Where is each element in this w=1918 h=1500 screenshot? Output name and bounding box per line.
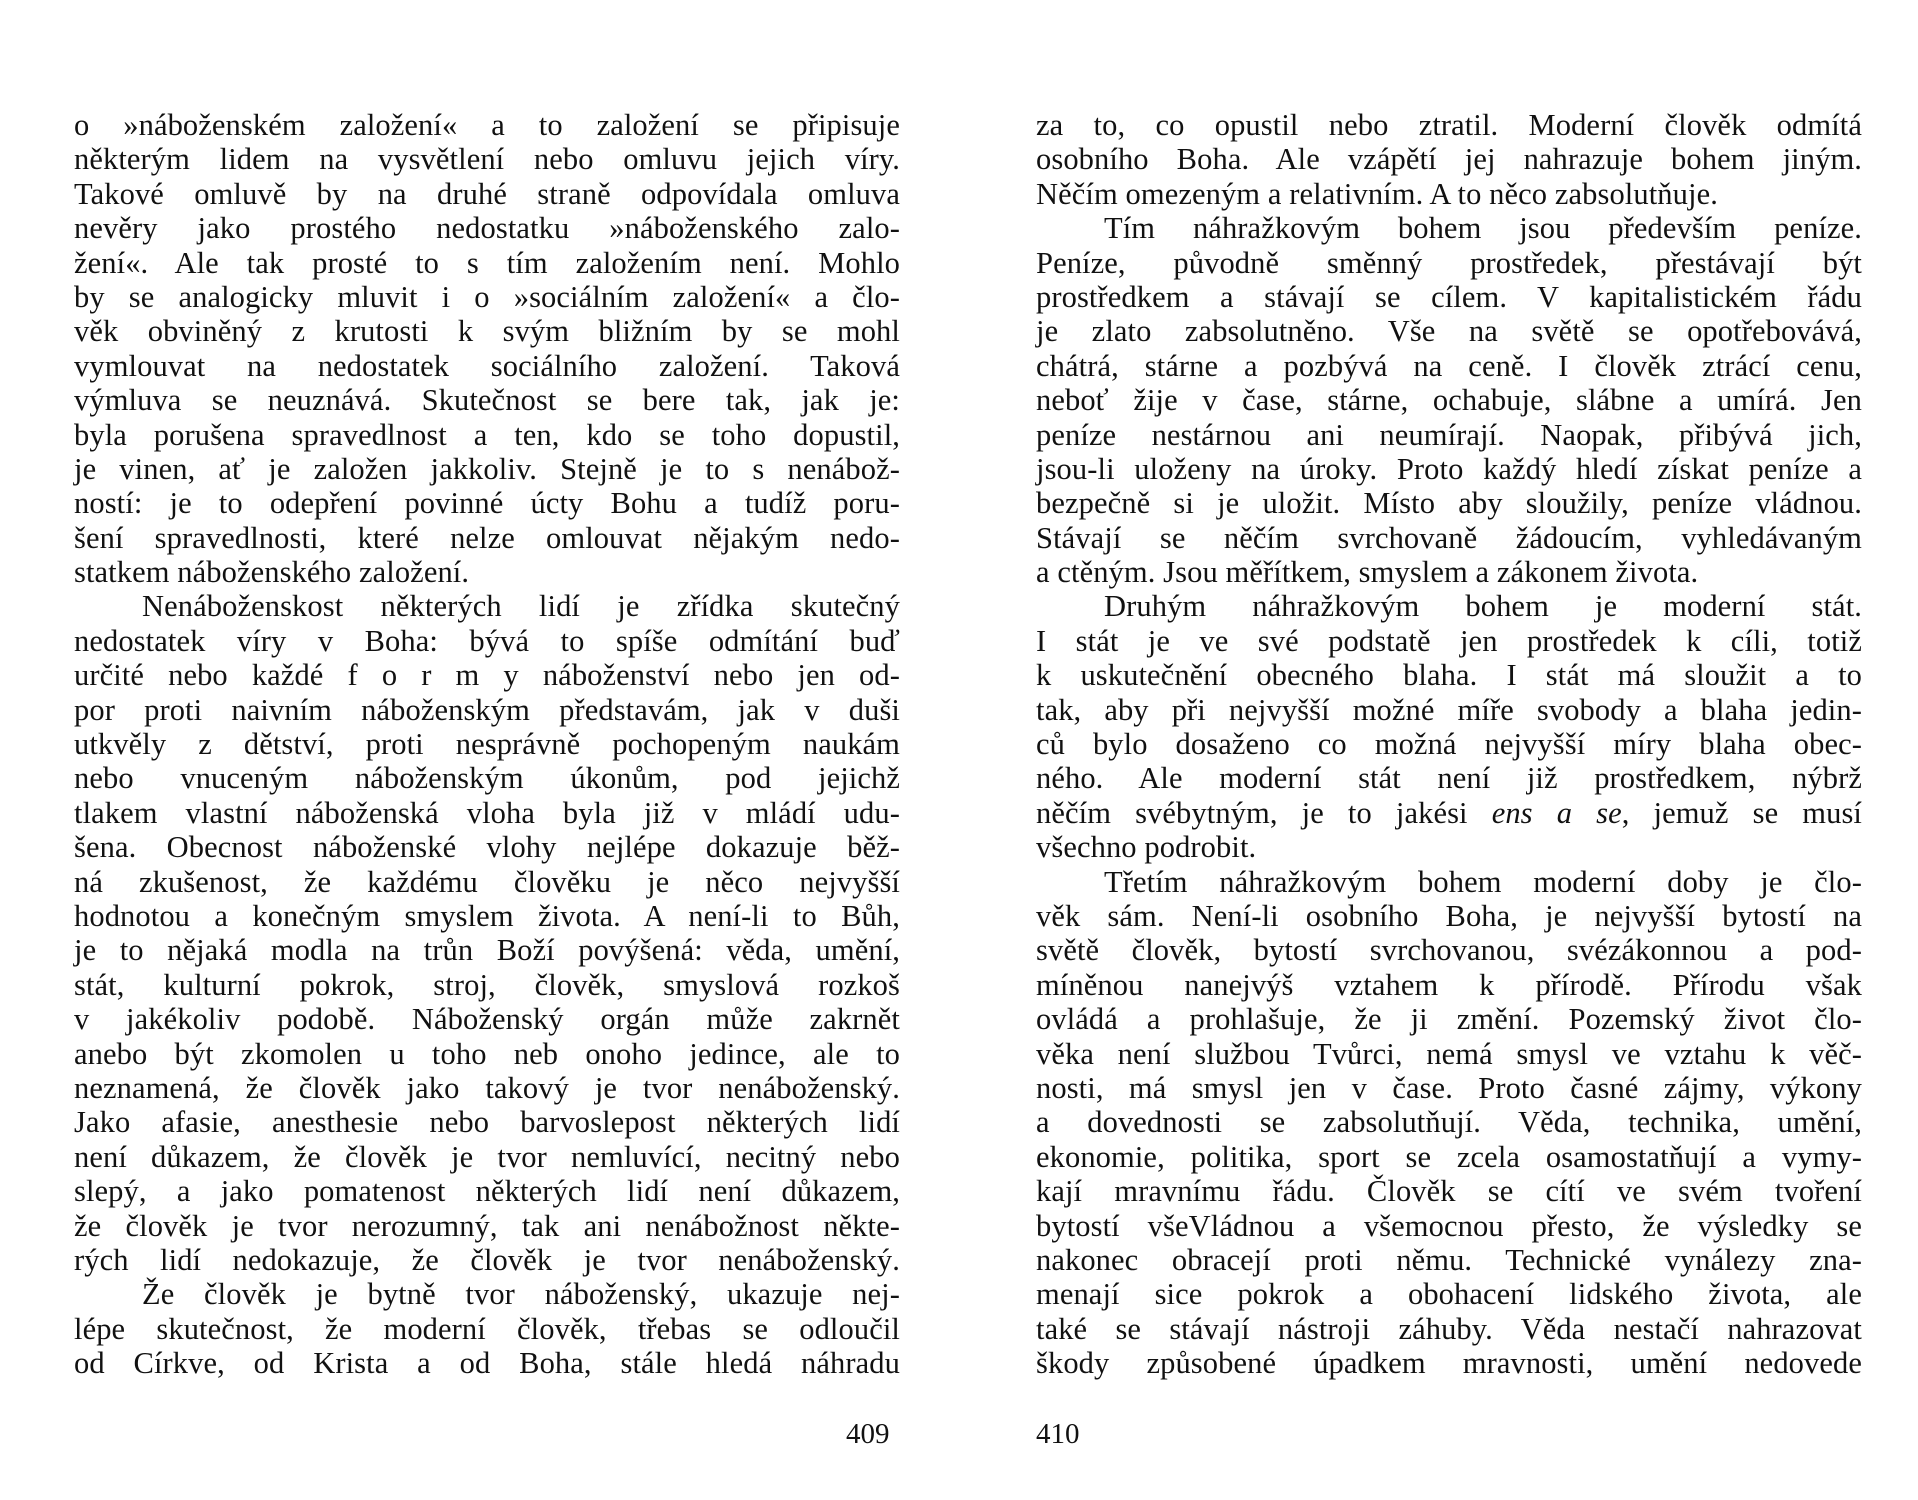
text-line: byla porušena spravedlnost a ten, kdo se toho dopustil, <box>74 417 900 452</box>
text-line: bytostí všeVládnou a všemocnou přesto, že výsledky se <box>1036 1208 1862 1243</box>
text-line: nevěry jako prostého nedostatku »náboženského zalo- <box>74 211 900 246</box>
text-line: ného. Ale moderní stát není již prostředkem, nýbrž <box>1036 761 1862 796</box>
text-line: ekonomie, politika, sport se zcela osamostatňují a vymy- <box>1036 1139 1862 1174</box>
text-line: por proti naivním náboženským představám, jak v duši <box>74 692 900 727</box>
text-line: Jako afasie, anesthesie nebo barvoslepost některých lidí <box>74 1105 900 1140</box>
text-line: Takové omluvě by na druhé straně odpovídala omluva <box>74 176 900 211</box>
text-line: ná zkušenost, že každému člověku je něco nejvyšší <box>74 864 900 899</box>
text-line: je zlato zabsolutněno. Vše na světě se opotřebovává, <box>1036 314 1862 349</box>
left-page-text <box>74 108 900 1380</box>
text-line: rých lidí nedokazuje, že člověk je tvor nenáboženský. <box>74 1242 900 1277</box>
text-line: Druhým náhražkovým bohem je moderní stát. <box>1104 589 1862 624</box>
text-line: kají mravnímu řádu. Člověk se cítí ve svém tvoření <box>1036 1174 1862 1209</box>
text-line: peníze nestárnou ani neumírají. Naopak, přibývá jich, <box>1036 417 1862 452</box>
text-line: utkvěly z dětství, proti nesprávně pochopeným naukám <box>74 727 900 762</box>
text-line: nebo vnuceným náboženským úkonům, pod jejichž <box>74 761 900 796</box>
text-line: nakonec obracejí proti němu. Technické vynálezy zna- <box>1036 1242 1862 1277</box>
text-line: že člověk je tvor nerozumný, tak ani nenábožnost někte- <box>74 1208 900 1243</box>
text-line: chátrá, stárne a pozbývá na ceně. I člověk ztrácí cenu, <box>1036 348 1862 383</box>
text-line: tlakem vlastní náboženská vloha byla již v mládí udu- <box>74 795 900 830</box>
text-line: osobního Boha. Ale vzápětí jej nahrazuje bohem jiným. <box>1036 142 1862 177</box>
text-line: anebo být zkomolen u toho neb onoho jedince, ale to <box>74 1036 900 1071</box>
text-line: menají sice pokrok a obohacení lidského života, ale <box>1036 1277 1862 1312</box>
text-line: není důkazem, že člověk je tvor nemluvící, necitný nebo <box>74 1139 900 1174</box>
text-line: všechno podrobit. <box>1036 830 1257 865</box>
text-line: Tím náhražkovým bohem jsou především peníze. <box>1104 211 1862 246</box>
text-line: neboť žije v čase, stárne, ochabuje, slábne a umírá. Jen <box>1036 383 1862 418</box>
text-line: některým lidem na vysvětlení nebo omluvu jejich víry. <box>74 142 900 177</box>
text-line: jsou-li uloženy na úroky. Proto každý hledí získat peníze a <box>1036 451 1862 486</box>
text-line: výmluva se neuznává. Skutečnost se bere tak, jak je: <box>74 383 900 418</box>
latin-phrase: ens a se <box>1491 795 1622 830</box>
text-line: světě člověk, bytostí svrchovanou, svézákonnou a pod- <box>1036 933 1862 968</box>
text-line: žení«. Ale tak prosté to s tím založením není. Mohlo <box>74 245 900 280</box>
text-line: za to, co opustil nebo ztratil. Moderní člověk odmítá <box>1036 108 1862 142</box>
text-line: Nenáboženskost některých lidí je zřídka skutečný <box>142 589 900 624</box>
text-line: I stát je ve své podstatě jen prostředek k cíli, totiž <box>1036 623 1862 658</box>
text-line: statkem náboženského založení. <box>74 555 470 590</box>
text-line: věk sám. Není-li osobního Boha, je nejvyšší bytostí na <box>1036 898 1862 933</box>
text-line: od Církve, od Krista a od Boha, stále hledá náhradu <box>74 1346 900 1381</box>
text-line: Třetím náhražkovým bohem moderní doby je člo- <box>1104 864 1862 899</box>
text-line: v jakékoliv podobě. Náboženský orgán může zakrnět <box>74 1002 900 1037</box>
text-line: a dovednosti se zabsolutňují. Věda, technika, umění, <box>1036 1105 1862 1140</box>
text-line: lépe skutečnost, že moderní člověk, třebas se odloučil <box>74 1311 900 1346</box>
text-line: je vinen, ať je založen jakkoliv. Stejně je to s nenábož- <box>74 451 900 486</box>
text-line: ností: je to odepření povinné úcty Bohu a tudíž poru- <box>74 486 900 521</box>
text-line: ců bylo dosaženo co možná nejvyšší míry blaha obec- <box>1036 727 1862 762</box>
text-line: Peníze, původně směnný prostředek, přestávají být <box>1036 245 1862 280</box>
text-line: šení spravedlnosti, které nelze omlouvat nějakým nedo- <box>74 520 900 555</box>
text-line: vymlouvat na nedostatek sociálního založení. Taková <box>74 348 900 383</box>
text-line: Že člověk je bytně tvor náboženský, ukazuje nej- <box>142 1277 900 1312</box>
text-line: šena. Obecnost náboženské vlohy nejlépe dokazuje běž- <box>74 830 900 865</box>
text-line: k uskutečnění obecného blaha. I stát má sloužit a to <box>1036 658 1862 693</box>
text-line: slepý, a jako pomatenost některých lidí není důkazem, <box>74 1174 900 1209</box>
text-line: nosti, má smysl jen v čase. Proto časné zájmy, výkony <box>1036 1070 1862 1105</box>
page-number-right: 410 <box>1036 1418 1080 1450</box>
text-line: Stávají se něčím svrchovaně žádoucím, vyhledávaným <box>1036 520 1862 555</box>
text-line: a ctěným. Jsou měřítkem, smyslem a zákonem života. <box>1036 555 1699 590</box>
text-line: prostředkem a stávají se cílem. V kapitalistickém řádu <box>1036 279 1862 314</box>
text-line: by se analogicky mluvit i o »sociálním založení« a člo- <box>74 279 900 314</box>
text-line: nedostatek víry v Boha: bývá to spíše odmítání buď <box>74 623 900 658</box>
text-line: míněnou nanejvýš vztahem k přírodě. Přírodu však <box>1036 967 1862 1002</box>
text-line: stát, kulturní pokrok, stroj, člověk, smyslová rozkoš <box>74 967 900 1002</box>
text-line: o »náboženském založení« a to založení se připisuje <box>74 108 900 142</box>
text-line: Něčím omezeným a relativním. A to něco zabsolutňuje. <box>1036 176 1718 211</box>
text-line: hodnotou a konečným smyslem života. A není-li to Bůh, <box>74 898 900 933</box>
right-page-text <box>1036 108 1862 1380</box>
text-line: tak, aby při nejvyšší možné míře svobody a blaha jedin- <box>1036 692 1862 727</box>
text-line: neznamená, že člověk jako takový je tvor nenáboženský. <box>74 1070 900 1105</box>
text-line: bezpečně si je uložit. Místo aby sloužily, peníze vládnou. <box>1036 486 1862 521</box>
text-line: ovládá a prohlašuje, že ji změní. Pozemský život člo- <box>1036 1002 1862 1037</box>
text-line: škody způsobené úpadkem mravnosti, umění nedovede <box>1036 1346 1862 1381</box>
text-line: také se stávají nástroji záhuby. Věda nestačí nahrazovat <box>1036 1311 1862 1346</box>
text-line: je to nějaká modla na trůn Boží povýšená: věda, umění, <box>74 933 900 968</box>
text-line: něčím svébytným, je to jakési ens a se, jemuž se musí <box>1036 795 1862 830</box>
text-line: určité nebo každé f o r m y náboženství nebo jen od- <box>74 658 900 693</box>
text-line: věka není službou Tvůrci, nemá smysl ve vztahu k věč- <box>1036 1036 1862 1071</box>
text-line: věk obviněný z krutosti k svým bližním by se mohl <box>74 314 900 349</box>
page-number-left: 409 <box>846 1418 890 1450</box>
